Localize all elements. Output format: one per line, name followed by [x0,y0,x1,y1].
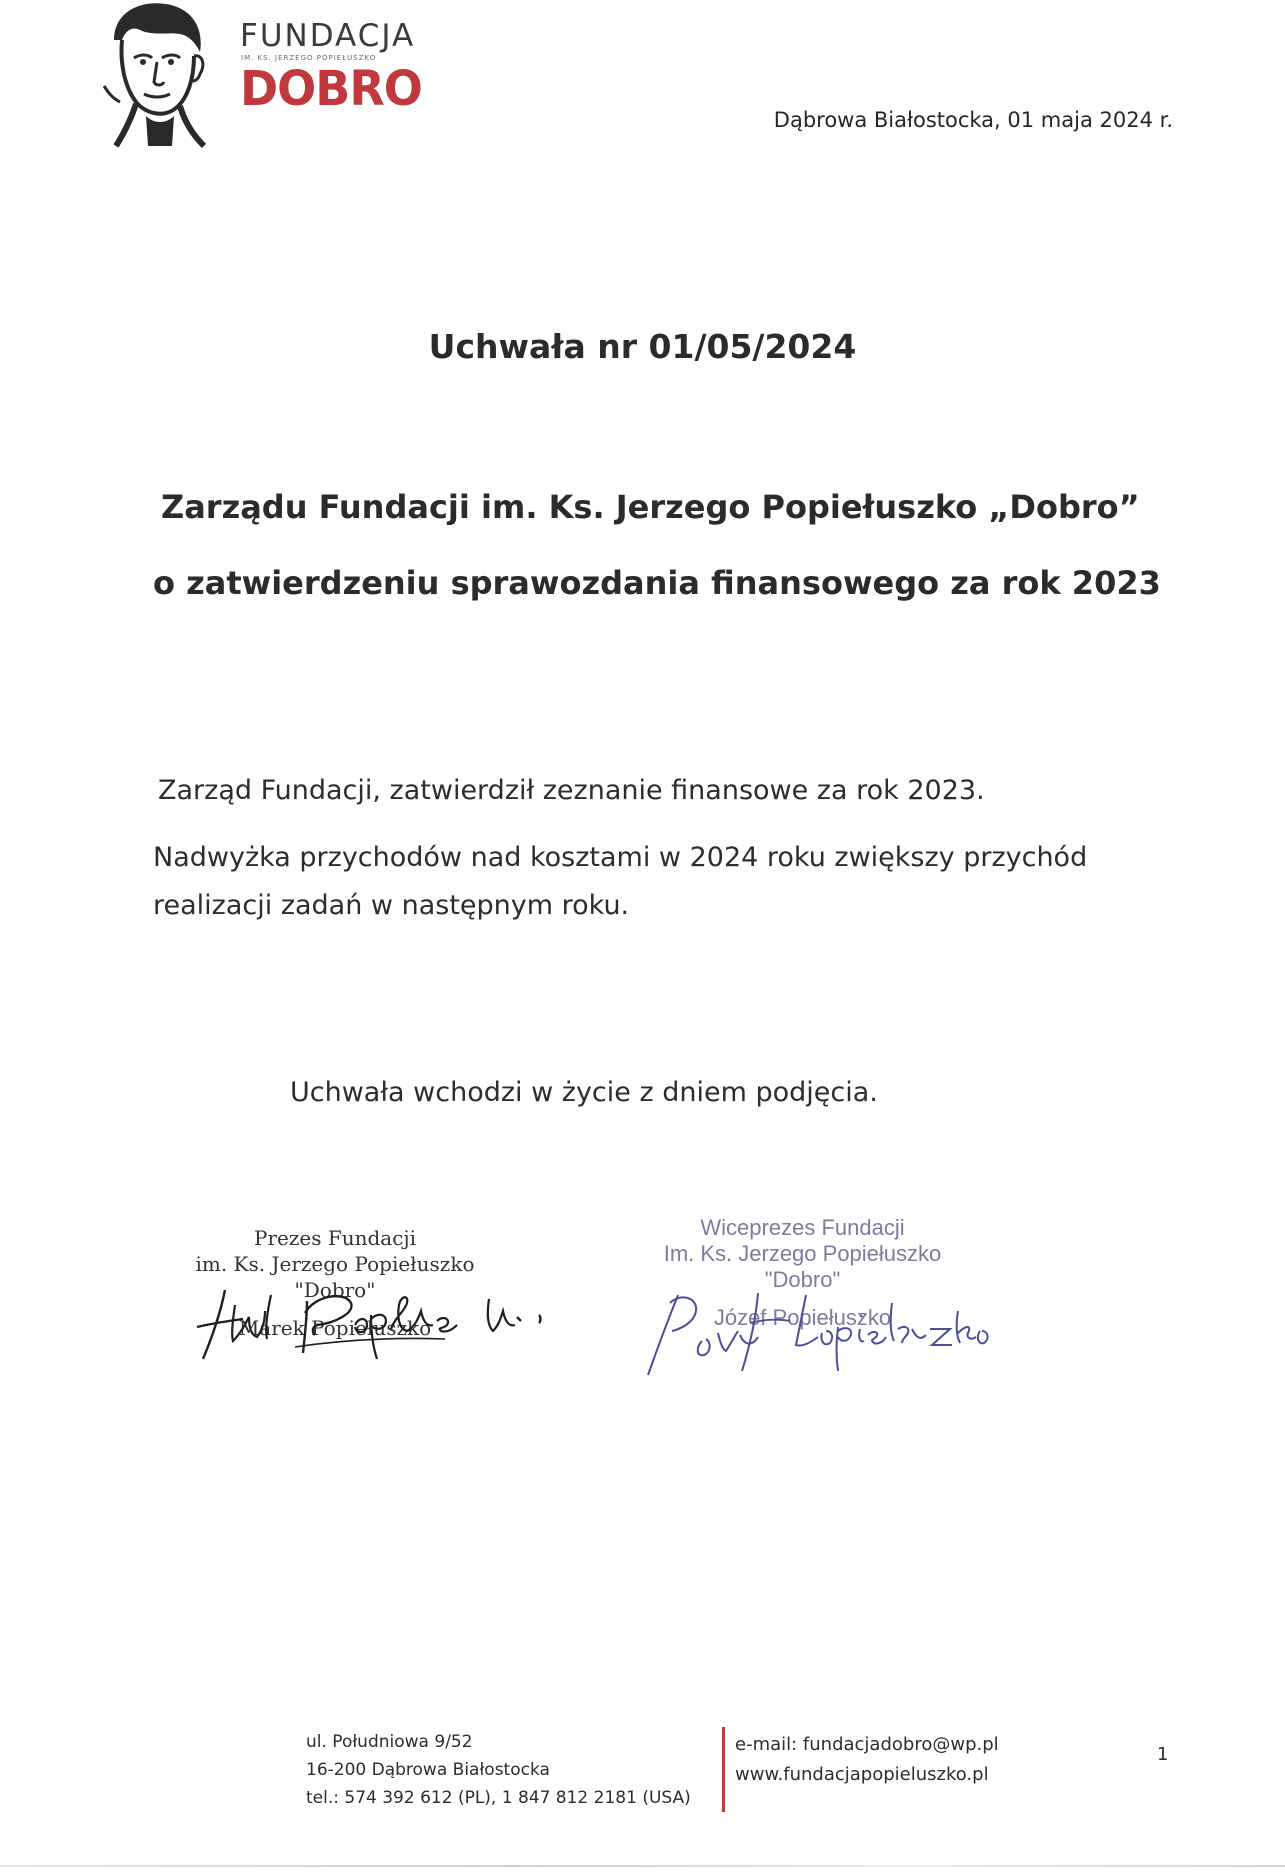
president-signature-icon [195,1255,585,1375]
president-org-name: "Dobro" [294,1278,376,1302]
logo-dobro-text: DOBRO [240,60,422,117]
heading-line-2: o zatwierdzeniu sprawozdania finansowego za rok 2023 [153,564,1161,602]
resolution-title: Uchwała nr 01/05/2024 [428,327,857,366]
president-name: Marek Popiełuszko [238,1316,432,1340]
footer-address-line-2: 16-200 Dąbrowa Białostocka [306,1760,550,1780]
logo-fundacja-text: FUNDACJA [240,18,416,54]
footer-address [306,1728,691,1812]
document-date: Dąbrowa Białostocka, 01 maja 2024 r. [773,108,1173,132]
vice-president-org-name: "Dobro" [764,1267,841,1292]
president-role: Prezes Fundacji [253,1226,416,1250]
portrait-icon [100,0,210,148]
footer-contact [735,1730,999,1790]
president-org: im. Ks. Jerzego Popiełuszko [195,1252,475,1276]
logo-subtitle-text: IM. KS. JERZEGO POPIEŁUSZKO [241,54,377,62]
body-paragraph-2: Nadwyżka przychodów nad kosztami w 2024 roku zwiększy przychód realizacji zadań w następnym roku. [153,842,1088,921]
footer-address-line-1: ul. Południowa 9/52 [306,1732,473,1752]
footer-email: e-mail: fundacjadobro@wp.pl [735,1734,999,1755]
footer-website: www.fundacjapopieluszko.pl [735,1764,989,1785]
heading-line-1: Zarządu Fundacji im. Ks. Jerzego Popiełuszko „Dobro” [161,488,1140,526]
footer-divider [722,1727,725,1812]
body-paragraph-1: Zarząd Fundacji, zatwierdził zeznanie finansowe za rok 2023. [158,775,985,806]
foundation-logo [100,0,420,150]
page-number: 1 [1157,1744,1169,1765]
footer-phone: tel.: 574 392 612 (PL), 1 847 812 2181 (USA) [306,1788,691,1808]
effective-clause: Uchwała wchodzi w życie z dniem podjęcia. [290,1077,878,1108]
vice-president-signature-icon [640,1275,1020,1385]
scan-edge-line [0,1865,1285,1867]
vice-president-role: Wiceprezes Fundacji [700,1215,905,1240]
vice-president-org: Im. Ks. Jerzego Popiełuszko [663,1241,942,1266]
vice-president-name: Józef Popiełuszko [713,1305,892,1330]
